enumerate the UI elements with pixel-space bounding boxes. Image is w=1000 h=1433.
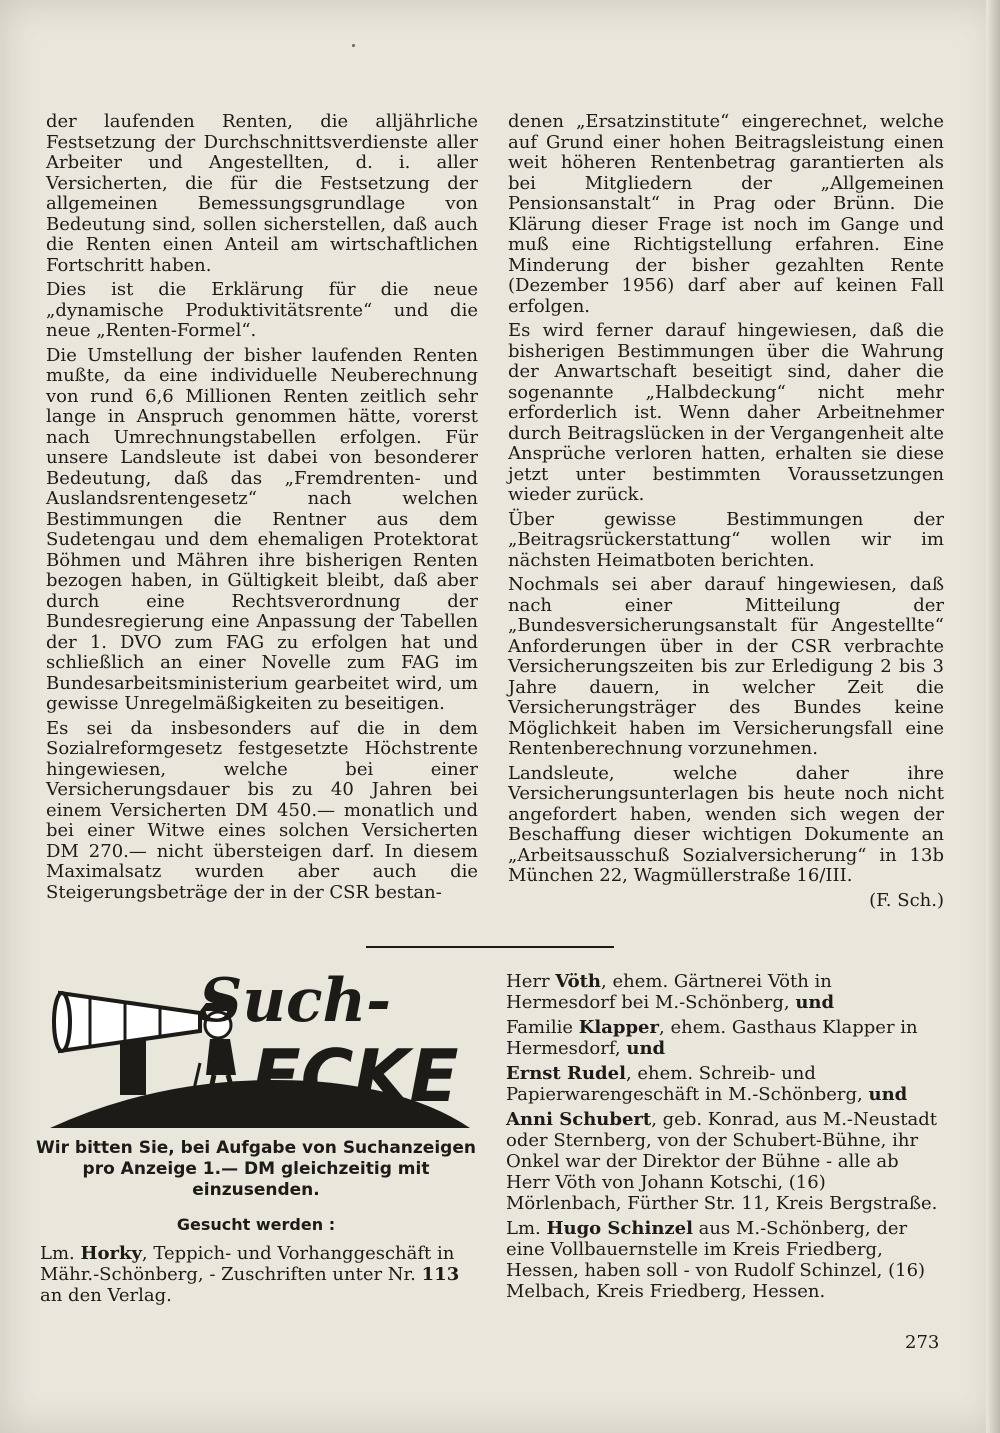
entry-name: Ernst Rudel — [506, 1063, 626, 1084]
entry-text: aus M.-Schönberg, der eine Vollbauernstelle im Kreis Friedberg, Hessen, haben soll - von Rudolf Schinzel, (16) Melbach, Kreis Friedberg, Hessen. — [506, 1218, 926, 1302]
author-signature: (F. Sch.) — [869, 889, 944, 911]
logo-word-ecke: ECKE — [251, 1034, 459, 1118]
search-entry-schubert — [506, 1109, 946, 1214]
sought-heading: Gesucht werden : — [176, 1215, 336, 1234]
entry-prefix: Lm. — [40, 1243, 75, 1264]
section-divider — [366, 946, 614, 948]
tower-icon — [120, 1035, 146, 1095]
right-paragraph-3: Über gewisse Bestimmungen der „Beitragsrückerstattung“ wollen wir im nächsten Heimatboten berichten. — [508, 508, 944, 571]
right-paragraph-1: denen „Ersatzinstitute“ eingerechnet, welche auf Grund einer hohen Beitragsleistung einen weit höheren Rentenbetrag garantierten als bei Mitgliedern der „Allgemeinen Pensionsanstalt“ in Prag oder Brünn. Die Klärung dieser Frage ist noch im Gange und muß eine Richtigstellung erfahren. Eine Minderung der bisher gezahlten Rente (Dezember 1956) darf aber auf keinen Fall erfolgen. — [508, 111, 944, 317]
left-paragraph-3: Die Umstellung der bisher laufenden Renten mußte, da eine individuelle Neuberechnung von rund 6,6 Millionen Renten zeitlich sehr lange in Anspruch genommen hätte, vorerst nach Umrechnungstabellen erfolgen. Für unsere Landsleute ist dabei von besonderer Bedeutung, daß das „Fremdrenten- und Auslandsrentengesetz“ nach welchen Bestimmungen die Rentner aus dem Sudetengau und dem ehemaligen Protektorat Böhmen und Mähren ihre bisherigen Renten bezogen haben, in Gültigkeit bleibt, daß aber durch eine Rechtsverordnung der Bundesregierung eine Anpassung der Tabellen der 1. DVO zum FAG zu erfolgen hat und schließlich an einer Novelle zum FAG im Bundesarbeitsministerium gearbeitet wird, um gewisse Unregelmäßigkeiten zu beseitigen. — [46, 344, 478, 714]
entry-number: 113 — [421, 1264, 460, 1285]
right-paragraph-4: Nochmals sei aber darauf hingewiesen, daß nach einer Mitteilung der „Bundesversicherungsanstalt für Angestellte“ Anforderungen über in der CSR verbrachte Versicherungszeiten bis zur Erledigung 2 bis 3 Jahre dauern, in welcher Zeit die Versicherungsträger des Bundes keine Möglichkeit haben im Versicherungsfall eine Rentenberechnung vorzunehmen. — [508, 574, 944, 759]
search-entry-horky — [40, 1243, 480, 1306]
search-entries-right — [506, 971, 946, 1306]
logo-word-such: Such- — [198, 966, 392, 1036]
page-edge-right — [986, 0, 1000, 1433]
entry-prefix: Lm. — [506, 1218, 541, 1239]
print-speck — [352, 44, 355, 47]
such-ecke-notice: Wir bitten Sie, bei Aufgabe von Suchanzeigen pro Anzeige 1.— DM gleichzeitig mit einzusenden. — [36, 1138, 476, 1200]
entry-name: Vöth — [555, 971, 602, 992]
left-paragraph-4: Es sei da insbesonders auf die in dem Sozialreformgesetz festgesetzte Höchstrente hingewiesen, welche bei einer Versicherungsdauer bis zu 40 Jahren bei einem Versicherten DM 450.— monatlich und bei einer Witwe eines solchen Versicherten DM 270.— nicht übersteigen darf. In diesem Maximalsatz wurden aber auch die Steigerungsbeträge der in der CSR bestan- — [46, 717, 478, 903]
entry-text: , ehem. Gasthaus Klapper in Hermesdorf, — [506, 1017, 918, 1059]
page-number: 273 — [905, 1332, 940, 1353]
entry-name: Klapper — [578, 1017, 659, 1038]
such-ecke-logo — [50, 963, 470, 1128]
man-body — [206, 1039, 236, 1075]
entry-prefix: Familie — [506, 1017, 573, 1038]
entry-text: , Teppich- und Vorhanggeschäft in Mähr.-Schönberg, - Zuschriften unter Nr. — [40, 1243, 455, 1285]
entry-prefix: Herr — [506, 971, 550, 992]
entry-name: Hugo Schinzel — [546, 1218, 693, 1239]
search-entry-klapper — [506, 1017, 946, 1059]
entry-text: , geb. Konrad, aus M.-Neustadt oder Sternberg, von der Schubert-Bühne, ihr Onkel war der Direktor der Bühne - alle ab Herr Vöth von Johann Kotschi, (16) Mörlenbach, Fürther Str. 11, Kreis Bergstraße. — [506, 1109, 938, 1214]
search-entry-voeth — [506, 971, 946, 1013]
left-column — [46, 112, 478, 907]
entry-text: , ehem. Gärtnerei Vöth in Hermesdorf bei M.-Schönberg, — [506, 971, 832, 1013]
left-paragraph-1: der laufenden Renten, die alljährliche Festsetzung der Durchschnittsverdienste aller Arbeiter und Angestellten, d. i. aller Versicherten, die für die Festsetzung der allgemeinen Bemessungsgrundlage von Bedeutung sind, sollen sicherstellen, daß auch die Renten einen Anteil am wirtschaftlichen Fortschritt haben. — [46, 111, 478, 276]
entry-name: Horky — [80, 1243, 142, 1264]
right-paragraph-2: Es wird ferner darauf hingewiesen, daß die bisherigen Bestimmungen über die Wahrung der Anwartschaft beseitigt sind, daher die sogenannte „Halbdeckung“ nicht mehr erforderlich ist. Wenn daher Arbeitnehmer durch Beitragslücken in der Vergangenheit alte Ansprüche verloren hatten, erhalten sie diese jetzt unter bestimmten Voraussetzungen wieder zurück. — [508, 320, 944, 505]
entry-tail: und — [795, 992, 835, 1013]
right-paragraph-5: Landsleute, welche daher ihre Versicherungsunterlagen bis heute noch nicht angefordert haben, wenden sich wegen der Beschaffung dieser wichtigen Dokumente an „Arbeitsausschuß Sozialversicherung“ in 13b München 22, Wagmüllerstraße 16/III. — [508, 762, 944, 886]
entry-name: Anni Schubert — [506, 1109, 652, 1130]
entry-tail: an den Verlag. — [40, 1285, 172, 1306]
search-entry-rudel — [506, 1063, 946, 1105]
entry-tail: und — [626, 1038, 666, 1059]
right-column — [508, 112, 944, 915]
left-paragraph-2: Dies ist die Erklärung für die neue „dynamische Produktivitätsrente“ und die neue „Renten-Formel“. — [46, 279, 478, 341]
entry-text: , ehem. Schreib- und Papierwarengeschäft in M.-Schönberg, — [506, 1063, 863, 1105]
telescope-icon — [60, 993, 200, 1051]
entry-tail: und — [868, 1084, 908, 1105]
search-entry-schinzel — [506, 1218, 946, 1302]
